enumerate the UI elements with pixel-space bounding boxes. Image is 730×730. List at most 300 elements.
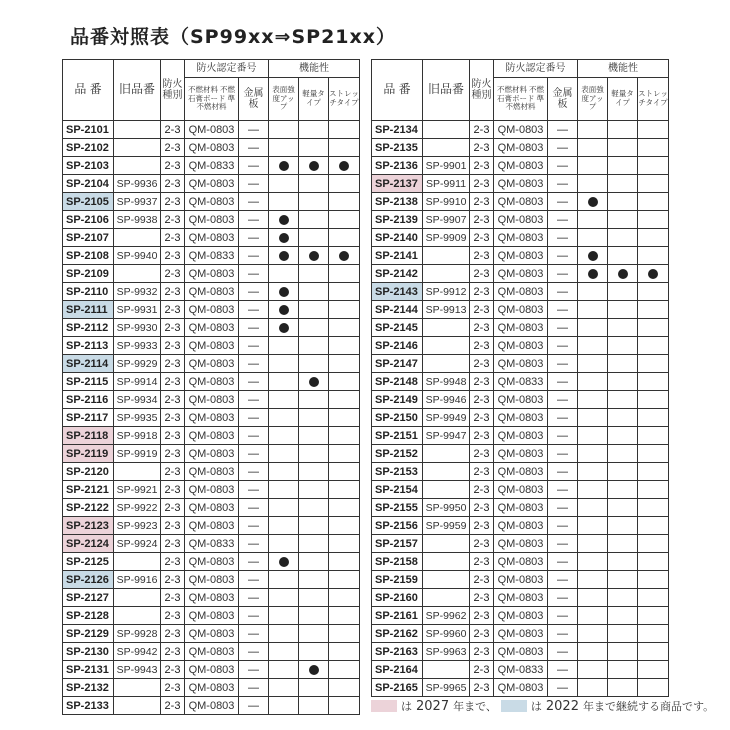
- lightweight-cell: [299, 553, 329, 571]
- product-code: SP-2102: [63, 139, 114, 157]
- product-code: SP-2136: [372, 157, 423, 175]
- stretch-cell: [329, 607, 360, 625]
- fire-class: 2-3: [470, 211, 494, 229]
- header-stretch: ストレッチタイプ: [329, 78, 360, 121]
- stretch-cell: [638, 445, 669, 463]
- fire-class: 2-3: [470, 301, 494, 319]
- old-product-code: SP-9943: [114, 661, 161, 679]
- stretch-cell: [329, 517, 360, 535]
- lightweight-cell: [299, 589, 329, 607]
- table-row: [372, 481, 669, 499]
- metal-plate: —: [548, 535, 578, 553]
- surface-strength-cell: [578, 661, 608, 679]
- table-row: [372, 409, 669, 427]
- surface-strength-cell: [578, 481, 608, 499]
- metal-plate: —: [548, 229, 578, 247]
- stretch-cell: [638, 661, 669, 679]
- fire-class: 2-3: [470, 607, 494, 625]
- fire-class: 2-3: [470, 175, 494, 193]
- cert-number: QM-0803: [494, 571, 548, 589]
- surface-strength-cell: [269, 265, 299, 283]
- header-old-code: 旧品番: [423, 60, 470, 121]
- surface-strength-cell: [269, 337, 299, 355]
- fire-class: 2-3: [470, 283, 494, 301]
- header-surface-strength: 表面強度アップ: [269, 78, 299, 121]
- old-product-code: SP-9912: [423, 283, 470, 301]
- product-code: SP-2161: [372, 607, 423, 625]
- cert-number: QM-0803: [185, 355, 239, 373]
- stretch-cell: [638, 211, 669, 229]
- surface-strength-cell: [269, 355, 299, 373]
- cert-number: QM-0803: [185, 679, 239, 697]
- lightweight-cell: [608, 391, 638, 409]
- lightweight-cell: [608, 409, 638, 427]
- table-row: [63, 661, 360, 679]
- surface-strength-cell: [269, 391, 299, 409]
- table-row: [63, 643, 360, 661]
- cert-number: QM-0803: [494, 427, 548, 445]
- stretch-cell: [329, 301, 360, 319]
- stretch-cell: [638, 193, 669, 211]
- stretch-cell: [329, 679, 360, 697]
- surface-strength-cell: [578, 355, 608, 373]
- header-fire-class: 防火種別: [161, 60, 185, 121]
- old-product-code: [423, 319, 470, 337]
- cert-number: QM-0803: [494, 265, 548, 283]
- fire-class: 2-3: [470, 121, 494, 139]
- stretch-cell: [638, 175, 669, 193]
- surface-strength-cell: [269, 499, 299, 517]
- metal-plate: —: [239, 679, 269, 697]
- stretch-cell: [329, 535, 360, 553]
- old-product-code: SP-9910: [423, 193, 470, 211]
- lightweight-cell: [299, 319, 329, 337]
- table-row: [63, 247, 360, 265]
- surface-strength-cell: [269, 661, 299, 679]
- stretch-cell: [329, 283, 360, 301]
- product-code: SP-2110: [63, 283, 114, 301]
- metal-plate: —: [239, 427, 269, 445]
- surface-strength-cell: [578, 445, 608, 463]
- table-row: [372, 175, 669, 193]
- stretch-cell: [638, 373, 669, 391]
- table-row: [372, 319, 669, 337]
- table-row: [372, 661, 669, 679]
- stretch-cell: [638, 643, 669, 661]
- metal-plate: —: [239, 661, 269, 679]
- lightweight-cell: [299, 481, 329, 499]
- metal-plate: —: [239, 157, 269, 175]
- fire-class: 2-3: [470, 373, 494, 391]
- table-row: [372, 211, 669, 229]
- fire-class: 2-3: [470, 157, 494, 175]
- lightweight-cell: [299, 301, 329, 319]
- cert-number: QM-0803: [185, 661, 239, 679]
- table-row: [372, 121, 669, 139]
- feature-dot-icon: [279, 557, 289, 567]
- cert-number: QM-0803: [185, 553, 239, 571]
- fire-class: 2-3: [470, 409, 494, 427]
- fire-class: 2-3: [161, 391, 185, 409]
- metal-plate: —: [239, 553, 269, 571]
- header-metal: 金属板: [548, 78, 578, 121]
- fire-class: 2-3: [161, 625, 185, 643]
- product-code: SP-2156: [372, 517, 423, 535]
- table-row: [372, 535, 669, 553]
- header-cert: 不燃材料 不燃石膏ボード 準不燃材料: [494, 78, 548, 121]
- stretch-cell: [638, 463, 669, 481]
- feature-dot-icon: [309, 251, 319, 261]
- old-product-code: [423, 535, 470, 553]
- old-product-code: [423, 661, 470, 679]
- stretch-cell: [638, 247, 669, 265]
- metal-plate: —: [239, 229, 269, 247]
- product-code: SP-2145: [372, 319, 423, 337]
- old-product-code: SP-9914: [114, 373, 161, 391]
- surface-strength-cell: [269, 643, 299, 661]
- cert-number: QM-0803: [185, 319, 239, 337]
- product-code: SP-2132: [63, 679, 114, 697]
- lightweight-cell: [299, 355, 329, 373]
- stretch-cell: [329, 319, 360, 337]
- fire-class: 2-3: [161, 355, 185, 373]
- feature-dot-icon: [618, 269, 628, 279]
- old-product-code: [423, 553, 470, 571]
- table-row: [63, 229, 360, 247]
- lightweight-cell: [608, 589, 638, 607]
- old-product-code: [423, 139, 470, 157]
- cert-number: QM-0803: [185, 391, 239, 409]
- lightweight-cell: [608, 607, 638, 625]
- table-row: [372, 391, 669, 409]
- fire-class: 2-3: [161, 409, 185, 427]
- product-code: SP-2138: [372, 193, 423, 211]
- stretch-cell: [638, 427, 669, 445]
- product-code: SP-2140: [372, 229, 423, 247]
- cert-number: QM-0803: [185, 517, 239, 535]
- fire-class: 2-3: [470, 553, 494, 571]
- product-code: SP-2158: [372, 553, 423, 571]
- feature-dot-icon: [279, 287, 289, 297]
- old-product-code: [114, 265, 161, 283]
- cert-number: QM-0803: [185, 427, 239, 445]
- old-product-code: SP-9932: [114, 283, 161, 301]
- fire-class: 2-3: [161, 211, 185, 229]
- stretch-cell: [638, 679, 669, 697]
- product-code: SP-2128: [63, 607, 114, 625]
- fire-class: 2-3: [470, 229, 494, 247]
- old-product-code: SP-9934: [114, 391, 161, 409]
- metal-plate: —: [239, 355, 269, 373]
- stretch-cell: [638, 157, 669, 175]
- product-code: SP-2146: [372, 337, 423, 355]
- surface-strength-cell: [578, 409, 608, 427]
- metal-plate: —: [548, 373, 578, 391]
- metal-plate: —: [548, 139, 578, 157]
- metal-plate: —: [548, 391, 578, 409]
- stretch-cell: [638, 265, 669, 283]
- stretch-cell: [329, 175, 360, 193]
- header-old-code: 旧品番: [114, 60, 161, 121]
- lightweight-cell: [608, 319, 638, 337]
- product-code: SP-2133: [63, 697, 114, 715]
- surface-strength-cell: [578, 463, 608, 481]
- metal-plate: —: [548, 157, 578, 175]
- legend-pink-year: 2027: [416, 698, 450, 714]
- cert-number: QM-0803: [494, 463, 548, 481]
- lightweight-cell: [608, 139, 638, 157]
- cert-number: QM-0803: [185, 499, 239, 517]
- lightweight-cell: [608, 355, 638, 373]
- metal-plate: —: [548, 553, 578, 571]
- surface-strength-cell: [269, 517, 299, 535]
- surface-strength-cell: [269, 589, 299, 607]
- table-row: [372, 445, 669, 463]
- surface-strength-cell: [269, 625, 299, 643]
- stretch-cell: [329, 355, 360, 373]
- stretch-cell: [638, 355, 669, 373]
- old-product-code: [114, 607, 161, 625]
- product-code: SP-2115: [63, 373, 114, 391]
- old-product-code: SP-9959: [423, 517, 470, 535]
- surface-strength-cell: [578, 535, 608, 553]
- cert-number: QM-0803: [185, 175, 239, 193]
- old-product-code: SP-9935: [114, 409, 161, 427]
- product-code: SP-2103: [63, 157, 114, 175]
- old-product-code: SP-9929: [114, 355, 161, 373]
- table-row: [63, 355, 360, 373]
- fire-class: 2-3: [161, 463, 185, 481]
- stretch-cell: [638, 319, 669, 337]
- metal-plate: —: [548, 175, 578, 193]
- old-product-code: [114, 157, 161, 175]
- metal-plate: —: [548, 121, 578, 139]
- lightweight-cell: [299, 697, 329, 715]
- metal-plate: —: [548, 265, 578, 283]
- stretch-cell: [329, 139, 360, 157]
- product-code: SP-2124: [63, 535, 114, 553]
- surface-strength-cell: [269, 409, 299, 427]
- stretch-cell: [329, 373, 360, 391]
- product-code: SP-2137: [372, 175, 423, 193]
- old-product-code: SP-9948: [423, 373, 470, 391]
- lightweight-cell: [608, 175, 638, 193]
- cert-number: QM-0803: [494, 337, 548, 355]
- fire-class: 2-3: [161, 175, 185, 193]
- surface-strength-cell: [578, 643, 608, 661]
- cert-number: QM-0803: [494, 355, 548, 373]
- surface-strength-cell: [578, 193, 608, 211]
- surface-strength-cell: [578, 625, 608, 643]
- stretch-cell: [329, 229, 360, 247]
- old-product-code: [423, 445, 470, 463]
- old-product-code: SP-9942: [114, 643, 161, 661]
- cert-number: QM-0803: [185, 373, 239, 391]
- metal-plate: —: [239, 193, 269, 211]
- table-row: [372, 301, 669, 319]
- product-code: SP-2165: [372, 679, 423, 697]
- product-code: SP-2114: [63, 355, 114, 373]
- cert-number: QM-0803: [494, 499, 548, 517]
- table-row: [63, 211, 360, 229]
- old-product-code: [423, 121, 470, 139]
- fire-class: 2-3: [161, 481, 185, 499]
- lightweight-cell: [608, 121, 638, 139]
- metal-plate: —: [548, 355, 578, 373]
- metal-plate: —: [548, 337, 578, 355]
- surface-strength-cell: [578, 553, 608, 571]
- product-code: SP-2111: [63, 301, 114, 319]
- metal-plate: —: [239, 247, 269, 265]
- fire-class: 2-3: [161, 193, 185, 211]
- feature-dot-icon: [279, 305, 289, 315]
- cert-number: QM-0803: [494, 481, 548, 499]
- lightweight-cell: [608, 427, 638, 445]
- lightweight-cell: [299, 571, 329, 589]
- old-product-code: SP-9913: [423, 301, 470, 319]
- cert-number: QM-0803: [494, 157, 548, 175]
- metal-plate: —: [548, 517, 578, 535]
- metal-plate: —: [239, 265, 269, 283]
- surface-strength-cell: [269, 229, 299, 247]
- fire-class: 2-3: [161, 373, 185, 391]
- feature-dot-icon: [309, 161, 319, 171]
- cert-number: QM-0803: [185, 481, 239, 499]
- cert-number: QM-0803: [494, 301, 548, 319]
- metal-plate: —: [239, 211, 269, 229]
- surface-strength-cell: [578, 211, 608, 229]
- surface-strength-cell: [269, 571, 299, 589]
- table-row: [63, 553, 360, 571]
- product-code: SP-2101: [63, 121, 114, 139]
- table-row: [63, 463, 360, 481]
- cert-number: QM-0803: [185, 265, 239, 283]
- old-product-code: SP-9938: [114, 211, 161, 229]
- blue-swatch: [501, 700, 527, 712]
- stretch-cell: [329, 499, 360, 517]
- product-code: SP-2130: [63, 643, 114, 661]
- fire-class: 2-3: [161, 571, 185, 589]
- product-code: SP-2122: [63, 499, 114, 517]
- old-product-code: SP-9937: [114, 193, 161, 211]
- old-product-code: SP-9923: [114, 517, 161, 535]
- lightweight-cell: [299, 499, 329, 517]
- feature-dot-icon: [279, 251, 289, 261]
- metal-plate: —: [239, 643, 269, 661]
- product-code: SP-2109: [63, 265, 114, 283]
- table-row: [63, 571, 360, 589]
- product-code: SP-2108: [63, 247, 114, 265]
- cert-number: QM-0803: [185, 193, 239, 211]
- surface-strength-cell: [578, 157, 608, 175]
- stretch-cell: [329, 661, 360, 679]
- fire-class: 2-3: [161, 337, 185, 355]
- stretch-cell: [638, 337, 669, 355]
- table-row: [372, 571, 669, 589]
- metal-plate: —: [548, 445, 578, 463]
- fire-class: 2-3: [161, 499, 185, 517]
- old-product-code: [114, 553, 161, 571]
- old-product-code: SP-9933: [114, 337, 161, 355]
- product-code: SP-2152: [372, 445, 423, 463]
- stretch-cell: [329, 265, 360, 283]
- cert-number: QM-0803: [494, 409, 548, 427]
- fire-class: 2-3: [161, 319, 185, 337]
- surface-strength-cell: [578, 175, 608, 193]
- old-product-code: [114, 697, 161, 715]
- surface-strength-cell: [578, 139, 608, 157]
- metal-plate: —: [239, 409, 269, 427]
- lightweight-cell: [299, 517, 329, 535]
- metal-plate: —: [548, 283, 578, 301]
- table-row: [372, 517, 669, 535]
- lightweight-cell: [299, 283, 329, 301]
- stretch-cell: [329, 625, 360, 643]
- surface-strength-cell: [578, 571, 608, 589]
- lightweight-cell: [608, 337, 638, 355]
- fire-class: 2-3: [470, 481, 494, 499]
- surface-strength-cell: [269, 445, 299, 463]
- metal-plate: —: [239, 283, 269, 301]
- stretch-cell: [638, 517, 669, 535]
- metal-plate: —: [239, 481, 269, 499]
- product-code: SP-2127: [63, 589, 114, 607]
- cert-number: QM-0803: [185, 643, 239, 661]
- product-code: SP-2160: [372, 589, 423, 607]
- fire-class: 2-3: [161, 265, 185, 283]
- surface-strength-cell: [269, 607, 299, 625]
- cert-number: QM-0803: [494, 121, 548, 139]
- lightweight-cell: [608, 535, 638, 553]
- feature-dot-icon: [588, 269, 598, 279]
- table-row: [372, 589, 669, 607]
- lightweight-cell: [299, 337, 329, 355]
- lightweight-cell: [299, 679, 329, 697]
- table-row: [63, 499, 360, 517]
- surface-strength-cell: [269, 157, 299, 175]
- fire-class: 2-3: [161, 517, 185, 535]
- table-row: [63, 481, 360, 499]
- lightweight-cell: [299, 229, 329, 247]
- product-code: SP-2121: [63, 481, 114, 499]
- stretch-cell: [329, 157, 360, 175]
- lightweight-cell: [299, 661, 329, 679]
- metal-plate: —: [548, 193, 578, 211]
- lightweight-cell: [608, 661, 638, 679]
- header-cert-group: 防火認定番号: [185, 60, 269, 78]
- table-row: [372, 355, 669, 373]
- metal-plate: —: [239, 517, 269, 535]
- product-code: SP-2118: [63, 427, 114, 445]
- metal-plate: —: [239, 373, 269, 391]
- cert-number: QM-0803: [185, 229, 239, 247]
- cert-number: QM-0803: [494, 445, 548, 463]
- fire-class: 2-3: [161, 121, 185, 139]
- cert-number: QM-0803: [185, 589, 239, 607]
- lightweight-cell: [608, 679, 638, 697]
- stretch-cell: [638, 571, 669, 589]
- metal-plate: —: [239, 589, 269, 607]
- table-row: [63, 445, 360, 463]
- product-code: SP-2112: [63, 319, 114, 337]
- stretch-cell: [329, 391, 360, 409]
- cert-number: QM-0803: [494, 391, 548, 409]
- cert-number: QM-0803: [185, 463, 239, 481]
- product-code: SP-2149: [372, 391, 423, 409]
- old-product-code: SP-9919: [114, 445, 161, 463]
- table-row: [63, 319, 360, 337]
- old-product-code: SP-9963: [423, 643, 470, 661]
